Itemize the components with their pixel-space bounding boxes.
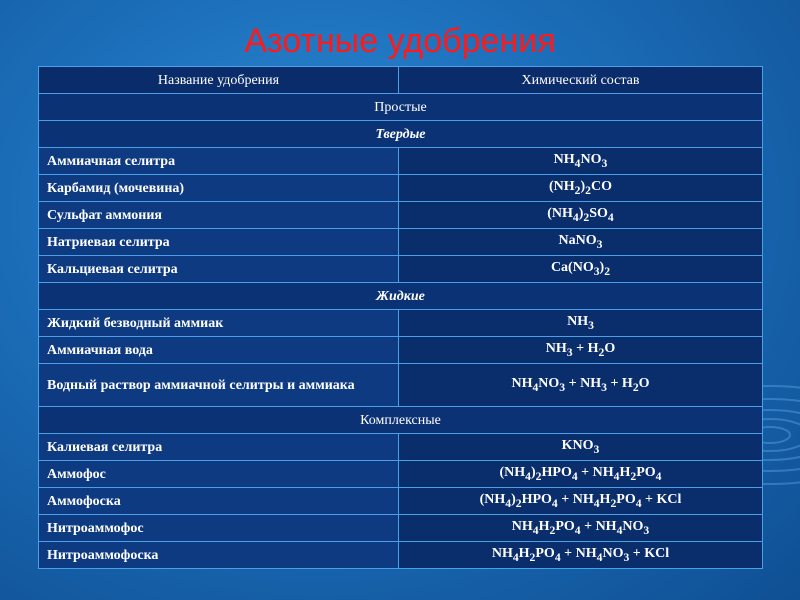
header-row: [39, 67, 763, 94]
formula-text: ): [578, 205, 584, 221]
formula-text: NH: [491, 545, 513, 561]
fertilizer-formula: [399, 434, 763, 461]
formula-text: NO: [602, 545, 624, 561]
formula-text: ): [580, 178, 586, 194]
formula-text: NaNO: [558, 232, 597, 248]
formula-subscript: 3: [601, 156, 608, 170]
fertilizer-name: Нитроаммофоска: [39, 542, 399, 569]
formula-subscript: 4: [607, 210, 614, 224]
fertilizer-name: Кальциевая селитра: [39, 256, 399, 283]
formula-subscript: 4: [551, 496, 558, 510]
formula-subscript: 3: [643, 523, 650, 537]
table-row: [39, 488, 763, 515]
formula-text: NH: [545, 340, 567, 356]
fertilizer-formula: [399, 337, 763, 364]
formula-subscript: 2: [585, 183, 591, 197]
formula-subscript: 4: [532, 523, 539, 537]
formula-subscript: 3: [566, 345, 573, 359]
table-row: [39, 364, 763, 407]
section-complex: Комплексные: [39, 407, 763, 434]
fertilizer-name: Натриевая селитра: [39, 229, 399, 256]
formula-text: ): [599, 259, 605, 275]
header-composition: Химический состав: [399, 67, 763, 94]
formula-subscript: 2: [529, 550, 536, 564]
section-row: [39, 283, 763, 310]
table-row: [39, 229, 763, 256]
formula-text: + KCl: [641, 491, 682, 507]
fertilizer-name: Аммиачная вода: [39, 337, 399, 364]
formula-text: HPO: [541, 464, 572, 480]
formula-subscript: 4: [572, 210, 579, 224]
formula-text: SO: [589, 205, 608, 221]
table-row: [39, 542, 763, 569]
formula-text: Ca(NO: [550, 259, 594, 275]
formula-text: (NH: [549, 178, 575, 194]
fertilizer-formula: [399, 515, 763, 542]
table-row: [39, 202, 763, 229]
formula-subscript: 4: [593, 496, 600, 510]
formula-subscript: 4: [525, 469, 531, 483]
formula-subscript: 2: [515, 496, 522, 510]
section-simple: Простые: [39, 94, 763, 121]
fertilizer-name: Нитроаммофос: [39, 515, 399, 542]
fertilizer-name: Аммиачная селитра: [39, 148, 399, 175]
formula-text: H: [619, 464, 631, 480]
formula-text: PO: [555, 518, 575, 534]
formula-subscript: 4: [512, 550, 519, 564]
formula-subscript: 4: [616, 523, 623, 537]
fertilizer-formula: [399, 488, 763, 515]
formula-text: ): [511, 491, 516, 507]
formula-text: + NH: [580, 518, 617, 534]
formula-text: PO: [616, 491, 636, 507]
table-row: [39, 337, 763, 364]
formula-text: + NH: [560, 545, 597, 561]
header-name: Название удобрения: [39, 67, 399, 94]
formula-subscript: 2: [604, 264, 611, 278]
fertilizer-formula: [399, 364, 763, 407]
formula-text: (NH: [499, 464, 526, 480]
formula-text: CO: [591, 178, 612, 194]
formula-subscript: 2: [535, 469, 542, 483]
section-row: [39, 121, 763, 148]
fertilizer-formula: [399, 175, 763, 202]
page-title: Азотные удобрения: [244, 22, 556, 60]
formula-subscript: 2: [549, 523, 556, 537]
formula-subscript: 2: [583, 210, 590, 224]
formula-subscript: 4: [574, 523, 581, 537]
formula-subscript: 2: [598, 345, 605, 359]
formula-text: PO: [535, 545, 555, 561]
fertilizer-formula: [399, 202, 763, 229]
formula-text: H: [538, 518, 550, 534]
formula-text: + H: [572, 340, 599, 356]
formula-text: NH: [511, 518, 533, 534]
formula-subscript: 4: [532, 380, 539, 394]
section-row: [39, 407, 763, 434]
formula-text: NH: [567, 313, 589, 329]
formula-text: KNO: [561, 437, 594, 453]
fertilizer-name: Сульфат аммония: [39, 202, 399, 229]
formula-subscript: 3: [601, 380, 607, 394]
formula-subscript: 2: [574, 183, 581, 197]
section-solid: Твердые: [39, 121, 763, 148]
fertilizer-name: Аммофоска: [39, 488, 399, 515]
fertilizer-name: Водный раствор аммиачной селитры и аммиака: [39, 364, 399, 407]
formula-subscript: 2: [630, 469, 637, 483]
table-row: [39, 461, 763, 488]
formula-text: NO: [538, 375, 560, 391]
formula-text: NH: [511, 375, 533, 391]
formula-text: + H: [606, 375, 633, 391]
formula-subscript: 4: [574, 156, 581, 170]
formula-text: + NH: [557, 491, 594, 507]
fertilizer-name: Аммофос: [39, 461, 399, 488]
formula-text: + NH: [565, 375, 602, 391]
formula-subscript: 2: [610, 496, 617, 510]
formula-text: H: [518, 545, 530, 561]
formula-text: (NH: [547, 205, 573, 221]
formula-text: H: [599, 491, 611, 507]
formula-subscript: 4: [613, 469, 620, 483]
formula-subscript: 4: [655, 469, 662, 483]
formula-subscript: 3: [588, 318, 594, 332]
formula-subscript: 3: [559, 380, 566, 394]
formula-subscript: 4: [554, 550, 561, 564]
formula-subscript: 3: [596, 237, 603, 251]
fertilizer-name: Карбамид (мочевина): [39, 175, 399, 202]
section-row: [39, 94, 763, 121]
formula-subscript: 3: [593, 442, 600, 456]
table-row: [39, 175, 763, 202]
fertilizer-formula: [399, 256, 763, 283]
section-liquid: Жидкие: [39, 283, 763, 310]
table-row: [39, 310, 763, 337]
formula-subscript: 4: [596, 550, 603, 564]
table-row: [39, 256, 763, 283]
fertilizer-formula: [399, 229, 763, 256]
formula-text: O: [604, 340, 616, 356]
table-row: [39, 148, 763, 175]
formula-text: NO: [580, 151, 602, 167]
formula-text: NH: [553, 151, 575, 167]
formula-text: + KCl: [629, 545, 670, 561]
fertilizer-table: [38, 66, 763, 569]
formula-subscript: 4: [571, 469, 578, 483]
table-row: [39, 515, 763, 542]
formula-subscript: 4: [635, 496, 642, 510]
formula-text: NO: [622, 518, 644, 534]
formula-text: ): [531, 464, 536, 480]
formula-text: O: [638, 375, 650, 391]
table-row: [39, 434, 763, 461]
formula-subscript: 3: [593, 264, 600, 278]
formula-subscript: 3: [623, 550, 630, 564]
fertilizer-formula: [399, 310, 763, 337]
formula-text: + NH: [577, 464, 614, 480]
formula-text: PO: [636, 464, 656, 480]
formula-subscript: 2: [632, 380, 639, 394]
formula-text: (NH: [479, 491, 506, 507]
fertilizer-formula: [399, 148, 763, 175]
formula-subscript: 4: [505, 496, 512, 510]
fertilizer-formula: [399, 542, 763, 569]
formula-text: HPO: [521, 491, 552, 507]
fertilizer-formula: [399, 461, 763, 488]
fertilizer-name: Калиевая селитра: [39, 434, 399, 461]
fertilizer-name: Жидкий безводный аммиак: [39, 310, 399, 337]
